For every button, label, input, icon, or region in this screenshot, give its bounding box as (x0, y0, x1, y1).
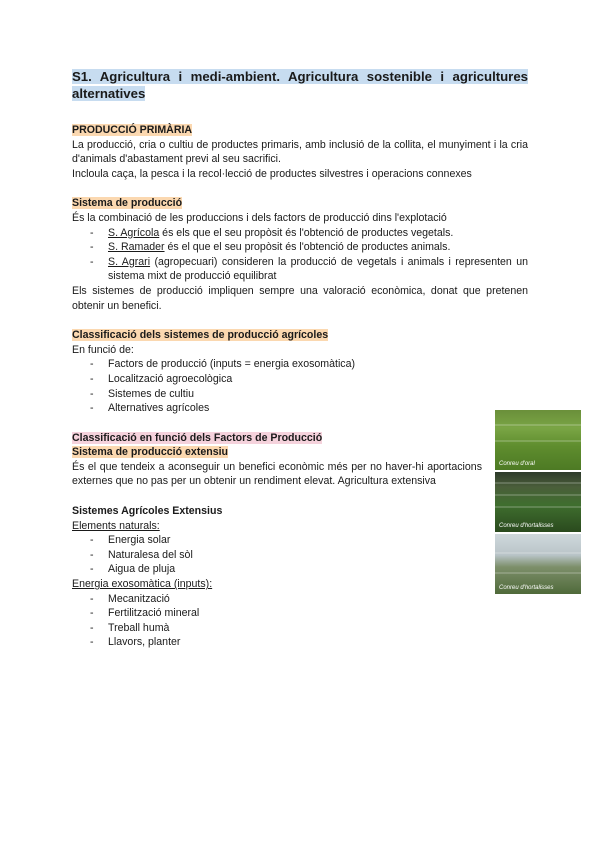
subheading-extensiu: Sistema de producció extensiu (72, 446, 229, 459)
section-heading-extensius: Sistemes Agrícoles Extensius (72, 505, 223, 518)
field-photo (495, 410, 581, 470)
section-heading-factors: Classificació en funció dels Factors de Producció (72, 431, 323, 444)
list-item: - Fertilització mineral (72, 606, 528, 621)
list-item: - Naturalesa del sòl (72, 548, 528, 563)
list-item: - S. Ramader és el que el seu propòsit és l'obtenció de productes animals. (72, 240, 528, 255)
paragraph: La producció, cria o cultiu de productes primaris, amb inclusió de la collita, el munyiment i la cria d'animals d'abastament previ al seu sacrifici. (72, 138, 528, 166)
section-heading-sistema-produccio: Sistema de producció (72, 197, 183, 210)
photo-caption: Conreu d'hortalisses (499, 585, 554, 591)
photo-column (495, 410, 581, 596)
list-item: - Llavors, planter (72, 635, 528, 650)
list (72, 357, 528, 415)
list-item: - Mecanització (72, 592, 528, 607)
paragraph: Els sistemes de producció impliquen sempre una valoració econòmica, donat que pretenen obtenir un benefici. (72, 284, 528, 312)
paragraph: És el que tendeix a aconseguir un benefici econòmic més per no haver-hi aportacions externes que no pas per un obtenir un rendiment elevat. Agricultura extensiva (72, 460, 482, 488)
paragraph: En funció de: (72, 343, 134, 356)
page-title: S1. Agricultura i medi-ambient. Agricultura sostenible i agricultures alternatives (72, 69, 528, 101)
greenhouse-photo (495, 472, 581, 532)
document-page (72, 68, 528, 650)
list-item: - Energia solar (72, 533, 528, 548)
photo-caption: Conreu d'oral (499, 461, 535, 467)
list-item: - Sistemes de cultiu (72, 387, 528, 402)
list-item: - Treball humà (72, 621, 528, 636)
list-item: - S. Agrícola és els que el seu propòsit és l'obtenció de productes vegetals. (72, 226, 528, 241)
paragraph: Incloula caça, la pesca i la recol·lecció de productes silvestres i operacions connexes (72, 167, 472, 180)
section-heading-produccio-primaria: PRODUCCIÓ PRIMÀRIA (72, 124, 193, 136)
list (72, 226, 528, 284)
vegetable-field-photo (495, 534, 581, 594)
section-heading-classificacio: Classificació dels sistemes de producció agrícoles (72, 329, 329, 342)
list-item: - S. Agrari (agropecuari) consideren la producció de vegetals i animals i representen un sistema mixt de producció equilibrat (72, 255, 528, 284)
list-item: - Alternatives agrícoles (72, 401, 528, 416)
list-item: - Localització agroecològica (72, 372, 528, 387)
photo-caption: Conreu d'hortalisses (499, 523, 554, 529)
list-item: - Factors de producció (inputs = energia exosomàtica) (72, 357, 528, 372)
list (72, 592, 528, 650)
list (72, 533, 528, 577)
list-label: Elements naturals: (72, 519, 160, 532)
paragraph: És la combinació de les produccions i dels factors de producció dins l'explotació (72, 211, 447, 224)
list-label: Energia exosomàtica (inputs): (72, 578, 213, 591)
list-item: - Aigua de pluja (72, 562, 528, 577)
